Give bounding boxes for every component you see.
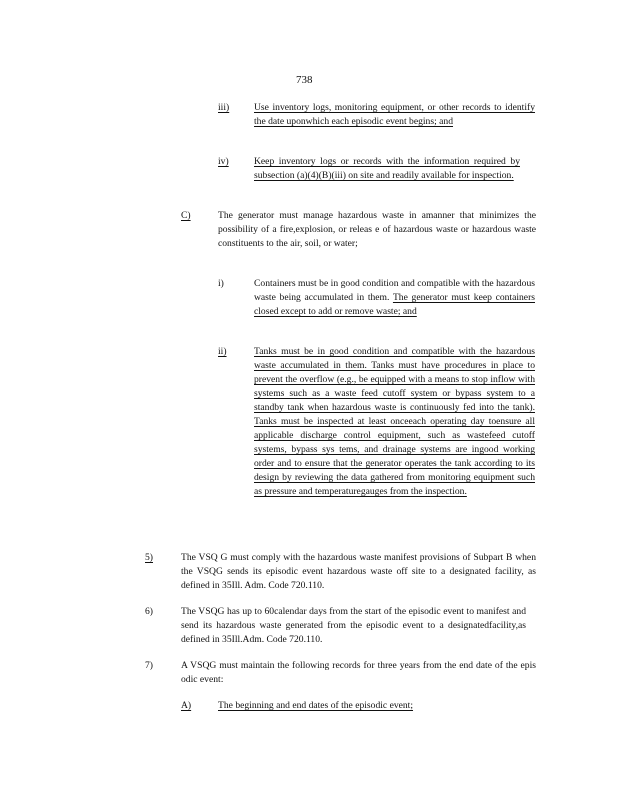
- item-label-i: i): [218, 278, 224, 289]
- item-label-A: A): [181, 700, 192, 711]
- item-label-6: 6): [145, 606, 153, 617]
- item-text-iii: Use inventory logs, monitoring equipment, or other records to identify the date uponwhich each episodic event begins; and: [254, 102, 535, 127]
- item-text-iv: Keep inventory logs or records with the information required by subsection (a)(4)(B)(iii) on site and readily available for inspection.: [254, 156, 520, 181]
- page-number: 738: [296, 74, 313, 86]
- item-text-7: A VSQG must maintain the following records for three years from the end date of the epis odic event:: [181, 660, 536, 685]
- item-label-7: 7): [145, 660, 153, 671]
- item-text-5: The VSQ G must comply with the hazardous waste manifest provisions of Subpart B when the VSQG sends its episodic event hazardous waste off site to a designated facility, as defined in 35Ill. Adm. Code 720.110.: [181, 552, 536, 591]
- item-label-C: C): [181, 210, 191, 221]
- item-text-6: The VSQG has up to 60calendar days from the start of the episodic event to manifest and send its hazardous waste generated from the episodic event to a designatedfacility,as defined in 35Ill.Adm. Code 720.110.: [181, 606, 526, 645]
- item-label-5: 5): [145, 552, 153, 563]
- item-label-iv: iv): [218, 156, 229, 167]
- item-text-i-plain: Containers must be in good condition and compatible with the hazardous waste being accumulated in them.: [254, 278, 535, 303]
- item-text-i: [254, 277, 535, 319]
- item-label-iii: iii): [218, 102, 230, 113]
- item-text-ii: Tanks must be in good condition and compatible with the hazardous waste accumulated in them. Tanks must have procedures in place to prevent the overflow (e.g., be equipped with a means to stop inflow with systems such as a waste feed cutoff system or bypass system to a standby tank when hazardous waste is continuously fed into the tank). Tanks must be inspected at least onceeach operating day toensure all applicable discharge control equipment, such as wastefeed cutoff systems, bypass sys tems, and drainage systems are ingood working order and to ensure that the generator operates the tank according to its design by reviewing the data gathered from monitoring equipment such as pressure and temperaturegauges from the inspection.: [254, 346, 535, 497]
- item-text-A: The beginning and end dates of the episodic event;: [218, 700, 414, 711]
- item-label-ii: ii): [218, 346, 227, 357]
- item-text-C: The generator must manage hazardous waste in amanner that minimizes the possibility of a fire,explosion, or releas e of hazardous waste or hazardous waste constituents to the air, soil, or water;: [218, 210, 536, 249]
- item-text-i-underlined: The generator must keep containers closed except to add or remove waste; and: [254, 292, 535, 317]
